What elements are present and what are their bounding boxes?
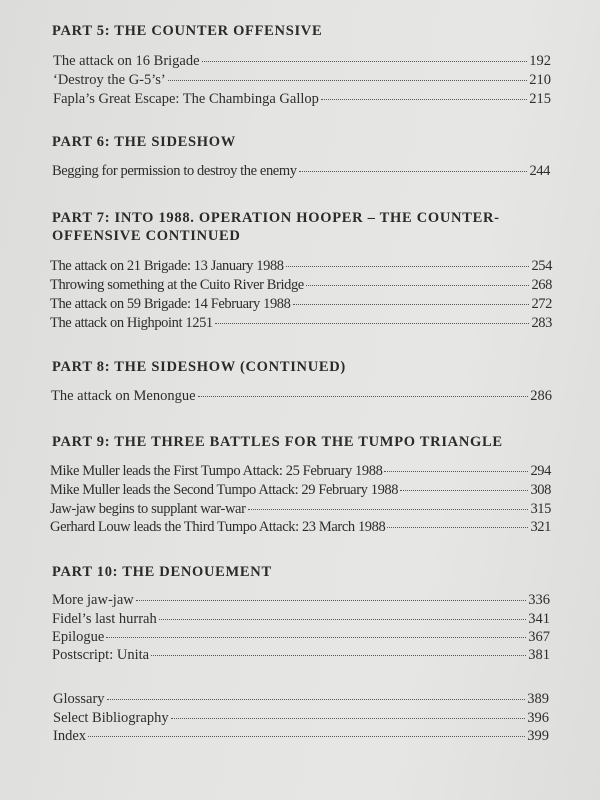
entry-page: 389 bbox=[527, 691, 549, 707]
entry-title: Epilogue bbox=[52, 629, 105, 645]
toc-entry bbox=[52, 162, 550, 180]
entry-page: 286 bbox=[530, 388, 552, 404]
toc-entry bbox=[53, 690, 549, 708]
toc-entry bbox=[50, 314, 552, 332]
entry-title: Mike Muller leads the Second Tumpo Attack: 29 February 1988 bbox=[50, 482, 399, 498]
entry-page: 254 bbox=[531, 258, 552, 274]
entry-page: 215 bbox=[529, 91, 551, 107]
toc-entry bbox=[50, 481, 551, 499]
entry-page: 381 bbox=[528, 647, 550, 663]
entry-page: 294 bbox=[530, 463, 551, 479]
entry-page: 210 bbox=[529, 72, 551, 88]
entry-title: The attack on 16 Brigade bbox=[53, 53, 200, 69]
section-heading-part-5: PART 5: THE COUNTER OFFENSIVE bbox=[52, 23, 323, 39]
toc-entry bbox=[50, 257, 552, 275]
entry-page: 399 bbox=[527, 728, 549, 744]
entry-title: The attack on 59 Brigade: 14 February 1988 bbox=[50, 296, 291, 312]
toc-entry bbox=[50, 518, 551, 536]
toc-entry bbox=[50, 276, 552, 294]
entry-title: Begging for permission to destroy the enemy bbox=[52, 163, 297, 179]
entry-title: The attack on Highpoint 1251 bbox=[50, 315, 213, 331]
entry-page: 367 bbox=[528, 629, 550, 645]
toc-entry bbox=[51, 387, 552, 405]
entry-page: 315 bbox=[530, 501, 551, 517]
section-heading-part-10: PART 10: THE DENOUEMENT bbox=[52, 564, 272, 580]
entry-title: ‘Destroy the G-5’s’ bbox=[53, 72, 166, 88]
entry-title: Postscript: Unita bbox=[52, 647, 150, 663]
entry-page: 272 bbox=[531, 296, 552, 312]
toc-entry bbox=[52, 591, 550, 609]
entry-page: 321 bbox=[530, 519, 551, 535]
toc-entry bbox=[53, 727, 549, 745]
toc-entry bbox=[53, 90, 551, 108]
entry-page: 336 bbox=[528, 592, 550, 608]
entry-title: Gerhard Louw leads the Third Tumpo Attack: 23 March 1988 bbox=[50, 519, 386, 535]
toc-entry bbox=[53, 52, 551, 70]
entry-title: The attack on Menongue bbox=[51, 388, 196, 404]
entry-title: Glossary bbox=[53, 691, 105, 707]
entry-page: 244 bbox=[529, 163, 550, 179]
toc-entry bbox=[50, 462, 551, 480]
toc-entry bbox=[50, 295, 552, 313]
entry-title: The attack on 21 Brigade: 13 January 1988 bbox=[50, 258, 284, 274]
entry-title: Jaw-jaw begins to supplant war-war bbox=[50, 501, 246, 517]
entry-title: Select Bibliography bbox=[53, 710, 169, 726]
entry-page: 283 bbox=[531, 315, 552, 331]
entry-title: Throwing something at the Cuito River Bridge bbox=[50, 277, 304, 293]
section-heading-part-6: PART 6: THE SIDESHOW bbox=[52, 134, 236, 150]
entry-page: 192 bbox=[529, 53, 551, 69]
toc-entry bbox=[50, 500, 551, 518]
section-heading-part-7-line-2: OFFENSIVE CONTINUED bbox=[52, 228, 241, 244]
entry-title: More jaw-jaw bbox=[52, 592, 134, 608]
entry-title: Fidel’s last hurrah bbox=[52, 611, 157, 627]
entry-page: 268 bbox=[531, 277, 552, 293]
toc-entry bbox=[53, 709, 549, 727]
entry-page: 341 bbox=[528, 611, 550, 627]
section-heading-part-9: PART 9: THE THREE BATTLES FOR THE TUMPO TRIANGLE bbox=[52, 434, 503, 450]
entry-title: Mike Muller leads the First Tumpo Attack: 25 February 1988 bbox=[50, 463, 383, 479]
section-heading-part-8: PART 8: THE SIDESHOW (CONTINUED) bbox=[52, 359, 346, 375]
entry-title: Fapla’s Great Escape: The Chambinga Gallop bbox=[53, 91, 319, 107]
entry-page: 396 bbox=[527, 710, 549, 726]
entry-page: 308 bbox=[530, 482, 551, 498]
toc-entry bbox=[52, 628, 550, 646]
toc-entry bbox=[52, 646, 550, 664]
section-heading-part-7-line-1: PART 7: INTO 1988. OPERATION HOOPER – THE COUNTER- bbox=[52, 210, 500, 226]
toc-entry bbox=[52, 610, 550, 628]
entry-title: Index bbox=[53, 728, 87, 744]
toc-entry bbox=[53, 71, 551, 89]
